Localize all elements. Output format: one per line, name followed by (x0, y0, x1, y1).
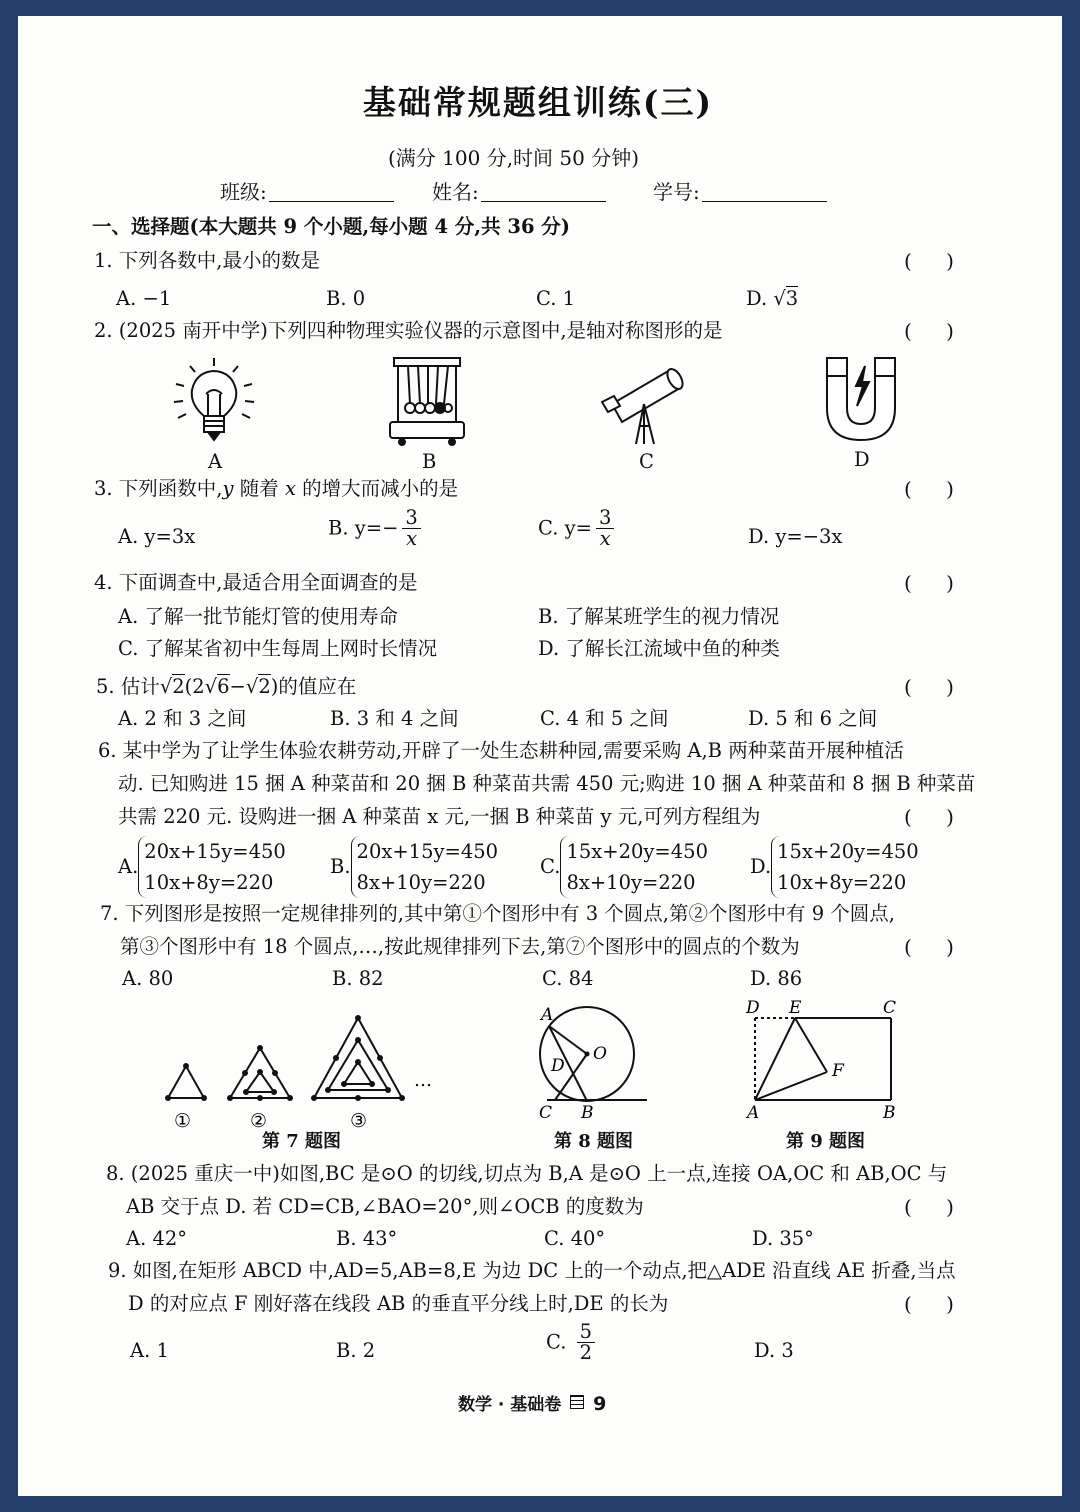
q7-figure (158, 1006, 448, 1136)
q8-caption: 第 8 题图 (554, 1131, 634, 1152)
class-blank[interactable] (269, 181, 394, 202)
q6-option-d: D. 15x+20y=450 10x+8y=220 (750, 836, 919, 898)
q8-line-2: AB 交于点 D. 若 CD=CB,∠BAO=20°,则∠OCB 的度数为 (126, 1195, 644, 1218)
q9-point-f: F (832, 1061, 844, 1081)
q6-line-3: 共需 220 元. 设购进一捆 A 种菜苗 x 元,一捆 B 种菜苗 y 元,可列方程组为 (118, 805, 761, 828)
q7-answer-paren[interactable]: ( ) (904, 935, 968, 959)
q9-caption: 第 9 题图 (786, 1131, 866, 1152)
q7-label-3: ③ (350, 1110, 368, 1132)
q8-answer-paren[interactable]: ( ) (904, 1195, 968, 1219)
page-title: 基础常规题组训练(三) (362, 83, 714, 122)
q8-point-o: O (593, 1044, 607, 1064)
q5-option-a: A. 2 和 3 之间 (118, 707, 247, 730)
q9-line-2: D 的对应点 F 刚好落在线段 AB 的垂直平分线上时,DE 的长为 (128, 1292, 669, 1315)
q7-option-a: A. 80 (122, 967, 174, 990)
q8-point-d: D (551, 1056, 565, 1076)
name-blank[interactable] (481, 181, 606, 202)
q7-option-b: B. 82 (332, 967, 384, 990)
q3-answer-paren[interactable]: ( ) (904, 477, 968, 501)
name-label: 姓名: (432, 180, 479, 204)
q1-option-c: C. 1 (536, 287, 576, 310)
q9-point-c: C (883, 998, 897, 1018)
q1-stem: 1. 下列各数中,最小的数是 (94, 249, 321, 272)
q9-option-c: C. $\frac{5}{2}$ (546, 1322, 595, 1363)
q5-stem: 5. 估计√2(2√6−√2)的值应在 (96, 675, 357, 698)
q8-figure (523, 996, 673, 1126)
q1-option-d: D. √3 (746, 287, 799, 310)
q6-line-1: 6. 某中学为了让学生体验农耕劳动,开辟了一处生态耕种园,需要采购 A,B 两种菜苗开展种植活 (98, 739, 904, 762)
q9-point-a: A (747, 1103, 760, 1123)
q9-point-e: E (789, 998, 802, 1018)
q3-stem: 3. 下列函数中,y 随着 x 的增大而减小的是 (94, 477, 459, 500)
q9-point-b: B (883, 1103, 896, 1123)
q8-option-d: D. 35° (752, 1227, 814, 1250)
q2-answer-paren[interactable]: ( ) (904, 319, 968, 343)
name-field[interactable] (432, 179, 606, 205)
q2-label-c: C (639, 450, 654, 473)
q7-caption: 第 7 题图 (262, 1131, 342, 1152)
q5-option-d: D. 5 和 6 之间 (748, 707, 878, 730)
q7-option-d: D. 86 (750, 967, 803, 990)
q8-line-1: 8. (2025 重庆一中)如图,BC 是⊙O 的切线,切点为 B,A 是⊙O 上一点,连接 OA,OC 和 AB,OC 与 (106, 1162, 948, 1185)
q1-option-a: A. −1 (116, 287, 172, 310)
class-label: 班级: (220, 180, 267, 204)
q2-label-b: B (422, 450, 437, 473)
q5-option-c: C. 4 和 5 之间 (540, 707, 669, 730)
newtons-cradle-icon (388, 356, 468, 446)
q9-line-1: 9. 如图,在矩形 ABCD 中,AD=5,AB=8,E 为边 DC 上的一个动点,把△ADE 沿直线 AE 折叠,当点 (108, 1259, 956, 1282)
q6-answer-paren[interactable]: ( ) (904, 805, 968, 829)
section-title: 一、选择题(本大题共 9 个小题,每小题 4 分,共 36 分) (92, 215, 571, 238)
q4-option-b: B. 了解某班学生的视力情况 (538, 605, 780, 628)
q2-label-d: D (854, 448, 870, 471)
q7-line-1: 7. 下列图形是按照一定规律排列的,其中第①个图形中有 3 个圆点,第②个图形中有 9 个圆点, (100, 902, 896, 925)
q6-option-a: A. 20x+15y=450 10x+8y=220 (118, 836, 286, 898)
q9-option-b: B. 2 (336, 1339, 376, 1362)
student-id-field[interactable] (653, 179, 827, 205)
q4-option-d: D. 了解长江流域中鱼的种类 (538, 637, 780, 660)
q4-option-a: A. 了解一批节能灯管的使用寿命 (118, 605, 398, 628)
q9-point-d: D (746, 998, 760, 1018)
telescope-icon (598, 352, 694, 448)
q6-line-2: 动. 已知购进 15 捆 A 种菜苗和 20 捆 B 种菜苗共需 450 元;购进 10 捆 A 种菜苗和 8 捆 B 种菜苗 (118, 772, 976, 795)
exam-sheet (18, 16, 1062, 1496)
q4-stem: 4. 下面调查中,最适合用全面调查的是 (94, 571, 418, 594)
footer-text: 数学 · 基础卷 (458, 1395, 562, 1415)
q7-line-2: 第③个图形中有 18 个圆点,…,按此规律排列下去,第⑦个图形中的圆点的个数为 (120, 935, 800, 958)
q8-option-c: C. 40° (544, 1227, 606, 1250)
q9-figure (743, 996, 913, 1126)
id-label: 学号: (653, 180, 700, 204)
q5-option-b: B. 3 和 4 之间 (330, 707, 459, 730)
q7-label-2: ② (250, 1110, 268, 1132)
q1-option-b: B. 0 (326, 287, 366, 310)
q4-answer-paren[interactable]: ( ) (904, 571, 968, 595)
q2-label-a: A (208, 450, 223, 473)
q8-option-a: A. 42° (126, 1227, 188, 1250)
q8-point-c: C (539, 1103, 553, 1123)
q3-option-c: C. y= $\frac{3}{x}$ (538, 508, 614, 549)
q9-answer-paren[interactable]: ( ) (904, 1292, 968, 1316)
q4-option-c: C. 了解某省初中生每周上网时长情况 (118, 637, 438, 660)
q1-answer-paren[interactable]: ( ) (904, 249, 968, 273)
q9-option-d: D. 3 (754, 1339, 794, 1362)
q9-option-a: A. 1 (130, 1339, 169, 1362)
q3-option-b: B. y=− $\frac{3}{x}$ (328, 508, 421, 549)
q7-label-1: ① (174, 1110, 192, 1132)
q7-option-c: C. 84 (542, 967, 594, 990)
footer (458, 1391, 606, 1418)
magnet-icon (823, 354, 899, 444)
q8-point-a: A (541, 1005, 554, 1025)
q6-option-b: B. 20x+15y=450 8x+10y=220 (330, 836, 498, 898)
q8-point-b: B (581, 1103, 594, 1123)
lightbulb-icon (168, 354, 268, 449)
q3-option-a: A. y=3x (118, 525, 196, 548)
q6-option-c: C. 15x+20y=450 8x+10y=220 (540, 836, 708, 898)
q2-stem: 2. (2025 南开中学)下列四种物理实验仪器的示意图中,是轴对称图形的是 (94, 319, 723, 342)
page-number: 9 (593, 1393, 607, 1415)
q5-answer-paren[interactable]: ( ) (904, 675, 968, 699)
subtitle: (满分 100 分,时间 50 分钟) (388, 146, 640, 170)
id-blank[interactable] (702, 181, 827, 202)
q7-ellipsis: … (414, 1070, 432, 1091)
q8-option-b: B. 43° (336, 1227, 398, 1250)
class-field[interactable] (220, 179, 394, 205)
book-icon (570, 1395, 584, 1409)
q3-option-d: D. y=−3x (748, 525, 843, 548)
